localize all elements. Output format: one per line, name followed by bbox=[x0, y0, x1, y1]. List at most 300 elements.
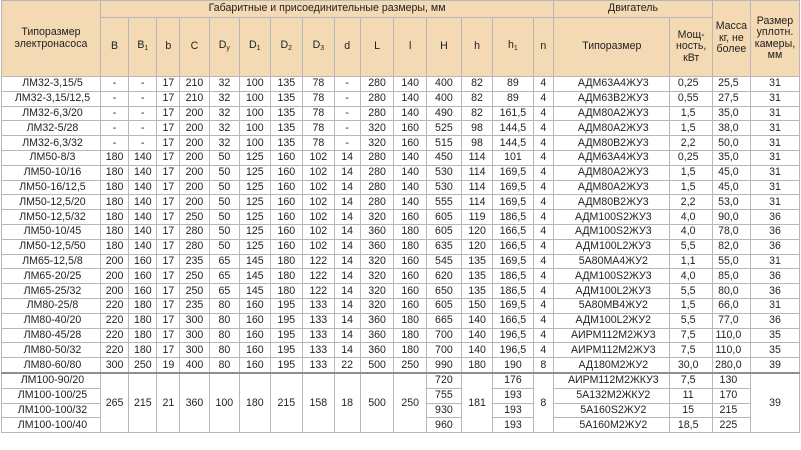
table-cell: 605 bbox=[427, 224, 462, 239]
table-cell: 110,0 bbox=[712, 343, 750, 358]
table-cell: 17 bbox=[157, 136, 180, 151]
table-header bbox=[2, 1, 800, 77]
table-cell: 30,0 bbox=[670, 358, 712, 373]
table-row bbox=[2, 284, 800, 299]
table-cell: 280 bbox=[360, 165, 394, 180]
table-cell: 169,5 bbox=[493, 195, 533, 210]
table-cell: 125 bbox=[240, 210, 270, 225]
table-cell: 0,55 bbox=[670, 91, 712, 106]
header-dim-h: h bbox=[461, 18, 493, 77]
table-cell: 135 bbox=[270, 121, 303, 136]
table-cell: 89 bbox=[493, 91, 533, 106]
table-cell: 17 bbox=[157, 298, 180, 313]
motor-type-cell: АДМ100L2ЖУ2 bbox=[554, 313, 670, 328]
table-cell: 180 bbox=[129, 313, 157, 328]
table-cell: 140 bbox=[129, 150, 157, 165]
table-cell: 4,0 bbox=[670, 269, 712, 284]
table-cell: 180 bbox=[461, 358, 493, 373]
pump-model-cell: ЛМ50-10/45 bbox=[2, 224, 101, 239]
table-cell: 360 bbox=[360, 328, 394, 343]
table-cell: 186,5 bbox=[493, 269, 533, 284]
table-cell: 53,0 bbox=[712, 195, 750, 210]
table-cell: 169,5 bbox=[493, 254, 533, 269]
table-cell: 135 bbox=[461, 269, 493, 284]
table-cell: 4 bbox=[533, 106, 554, 121]
shared-dim-cell: 215 bbox=[270, 373, 303, 433]
header-dim-D3: $D_3$ bbox=[303, 18, 335, 77]
table-cell: 280 bbox=[360, 77, 394, 92]
pump-model-cell: ЛМ100-100/40 bbox=[2, 418, 101, 433]
table-cell: 180 bbox=[129, 328, 157, 343]
table-cell: - bbox=[100, 106, 128, 121]
table-cell: 180 bbox=[129, 298, 157, 313]
table-cell: 160 bbox=[394, 284, 427, 299]
table-cell: - bbox=[334, 91, 360, 106]
table-cell: 235 bbox=[180, 254, 209, 269]
table-cell: - bbox=[129, 77, 157, 92]
table-cell: 31 bbox=[750, 91, 799, 106]
table-cell: 15 bbox=[670, 403, 712, 418]
table-cell: 35,0 bbox=[712, 106, 750, 121]
table-cell: 35,0 bbox=[712, 150, 750, 165]
table-cell: 14 bbox=[334, 269, 360, 284]
table-cell: 160 bbox=[394, 136, 427, 151]
table-cell: 200 bbox=[100, 284, 128, 299]
table-cell: 280 bbox=[360, 106, 394, 121]
motor-type-cell: АДМ80В2ЖУ3 bbox=[554, 195, 670, 210]
table-row bbox=[2, 195, 800, 210]
motor-type-cell: АДМ80А2ЖУ3 bbox=[554, 121, 670, 136]
table-cell: 125 bbox=[240, 150, 270, 165]
motor-type-cell: АДМ63А4ЖУ3 bbox=[554, 150, 670, 165]
table-cell: 166,5 bbox=[493, 239, 533, 254]
table-cell: 280 bbox=[360, 91, 394, 106]
table-cell: 140 bbox=[394, 195, 427, 210]
table-cell: 31 bbox=[750, 165, 799, 180]
table-cell: 166,5 bbox=[493, 313, 533, 328]
table-cell: - bbox=[129, 121, 157, 136]
table-cell: 195 bbox=[270, 328, 303, 343]
pump-model-cell: ЛМ80-60/80 bbox=[2, 358, 101, 373]
table-cell: 31 bbox=[750, 180, 799, 195]
table-cell: 4 bbox=[533, 284, 554, 299]
table-cell: 250 bbox=[394, 358, 427, 373]
table-cell: 1,5 bbox=[670, 106, 712, 121]
table-cell: 545 bbox=[427, 254, 462, 269]
table-cell: 4 bbox=[533, 343, 554, 358]
table-cell: 36 bbox=[750, 224, 799, 239]
pump-model-cell: ЛМ50-12,5/32 bbox=[2, 210, 101, 225]
pump-model-cell: ЛМ65-25/32 bbox=[2, 284, 101, 299]
table-cell: 135 bbox=[270, 136, 303, 151]
table-cell: 4,0 bbox=[670, 224, 712, 239]
table-cell: 14 bbox=[334, 239, 360, 254]
table-cell: 100 bbox=[240, 121, 270, 136]
shared-dim-cell: 18 bbox=[334, 373, 360, 433]
table-cell: 122 bbox=[303, 269, 335, 284]
table-cell: 114 bbox=[461, 180, 493, 195]
table-cell: 160 bbox=[270, 239, 303, 254]
table-row bbox=[2, 224, 800, 239]
table-cell: 100 bbox=[240, 136, 270, 151]
table-cell: 140 bbox=[394, 150, 427, 165]
table-cell: 665 bbox=[427, 313, 462, 328]
header-dim-H: H bbox=[427, 18, 462, 77]
shared-dim-cell: 180 bbox=[240, 373, 270, 433]
shared-dim-cell: 265 bbox=[100, 373, 128, 433]
pump-model-cell: ЛМ80-25/8 bbox=[2, 298, 101, 313]
table-cell: 36 bbox=[750, 210, 799, 225]
table-cell: 102 bbox=[303, 210, 335, 225]
header-dim-B1: $B_1$ bbox=[129, 18, 157, 77]
table-cell: 525 bbox=[427, 121, 462, 136]
table-cell: 27,5 bbox=[712, 91, 750, 106]
table-cell: 720 bbox=[427, 373, 462, 388]
table-cell: 400 bbox=[427, 91, 462, 106]
table-cell: 17 bbox=[157, 106, 180, 121]
table-cell: 755 bbox=[427, 388, 462, 403]
table-cell: 176 bbox=[493, 373, 533, 388]
table-cell: 17 bbox=[157, 224, 180, 239]
table-row bbox=[2, 150, 800, 165]
table-cell: 235 bbox=[180, 298, 209, 313]
table-cell: 135 bbox=[270, 91, 303, 106]
table-cell: 80 bbox=[209, 313, 239, 328]
table-cell: 200 bbox=[100, 254, 128, 269]
table-cell: 5,5 bbox=[670, 239, 712, 254]
shared-dim-cell: 500 bbox=[360, 373, 394, 433]
table-cell: 80 bbox=[209, 343, 239, 358]
table-cell: 14 bbox=[334, 210, 360, 225]
table-cell: 4 bbox=[533, 180, 554, 195]
table-cell: 360 bbox=[360, 343, 394, 358]
table-cell: 555 bbox=[427, 195, 462, 210]
table-cell: 160 bbox=[240, 298, 270, 313]
table-cell: 14 bbox=[334, 195, 360, 210]
table-cell: 225 bbox=[712, 418, 750, 433]
motor-type-cell: АДМ100L2ЖУ3 bbox=[554, 284, 670, 299]
table-cell: 145 bbox=[240, 269, 270, 284]
table-cell: 400 bbox=[180, 358, 209, 373]
table-cell: 180 bbox=[394, 343, 427, 358]
table-cell: 635 bbox=[427, 239, 462, 254]
header-motor-type: Типоразмер bbox=[554, 18, 670, 77]
table-cell: 195 bbox=[270, 358, 303, 373]
table-cell: 31 bbox=[750, 195, 799, 210]
table-cell: 650 bbox=[427, 284, 462, 299]
table-cell: 320 bbox=[360, 298, 394, 313]
table-cell: 1,1 bbox=[670, 254, 712, 269]
shared-dim-cell: 360 bbox=[180, 373, 209, 433]
table-cell: 160 bbox=[394, 121, 427, 136]
table-cell: - bbox=[129, 106, 157, 121]
table-cell: 80 bbox=[209, 328, 239, 343]
table-cell: 190 bbox=[493, 358, 533, 373]
table-cell: 960 bbox=[427, 418, 462, 433]
pump-model-cell: ЛМ80-45/28 bbox=[2, 328, 101, 343]
table-cell: 32 bbox=[209, 136, 239, 151]
table-cell: 133 bbox=[303, 343, 335, 358]
table-cell: 5,5 bbox=[670, 313, 712, 328]
table-cell: 180 bbox=[129, 343, 157, 358]
table-cell: 620 bbox=[427, 269, 462, 284]
motor-type-cell: 5А80МА4ЖУ2 bbox=[554, 254, 670, 269]
table-cell: 140 bbox=[461, 328, 493, 343]
table-cell: 150 bbox=[461, 298, 493, 313]
table-cell: 4 bbox=[533, 195, 554, 210]
table-cell: 17 bbox=[157, 284, 180, 299]
motor-type-cell: АДМ100S2ЖУ3 bbox=[554, 210, 670, 225]
table-cell: 4 bbox=[533, 121, 554, 136]
motor-type-cell: 5А160S2ЖУ2 bbox=[554, 403, 670, 418]
table-cell: - bbox=[334, 121, 360, 136]
table-cell: 31 bbox=[750, 121, 799, 136]
table-cell: 50 bbox=[209, 224, 239, 239]
table-cell: 210 bbox=[180, 91, 209, 106]
table-cell: - bbox=[100, 91, 128, 106]
table-cell: 36 bbox=[750, 269, 799, 284]
table-cell: 102 bbox=[303, 165, 335, 180]
table-cell: 18,5 bbox=[670, 418, 712, 433]
table-cell: 101 bbox=[493, 150, 533, 165]
table-cell: 77,0 bbox=[712, 313, 750, 328]
table-cell: 605 bbox=[427, 210, 462, 225]
table-cell: 50 bbox=[209, 165, 239, 180]
header-dim-d: d bbox=[334, 18, 360, 77]
pump-model-cell: ЛМ32-6,3/20 bbox=[2, 106, 101, 121]
table-cell: 200 bbox=[180, 180, 209, 195]
table-cell: 4,0 bbox=[670, 210, 712, 225]
table-cell: 130 bbox=[712, 373, 750, 388]
table-cell: 200 bbox=[180, 165, 209, 180]
table-cell: 125 bbox=[240, 180, 270, 195]
shared-dim-cell: 100 bbox=[209, 373, 239, 433]
table-row bbox=[2, 298, 800, 313]
table-cell: 160 bbox=[129, 269, 157, 284]
table-cell: 4 bbox=[533, 298, 554, 313]
table-cell: 14 bbox=[334, 180, 360, 195]
table-cell: 135 bbox=[461, 284, 493, 299]
table-cell: 78 bbox=[303, 121, 335, 136]
table-cell: 45,0 bbox=[712, 180, 750, 195]
table-cell: 114 bbox=[461, 150, 493, 165]
table-cell: 180 bbox=[270, 284, 303, 299]
table-cell: 320 bbox=[360, 210, 394, 225]
table-cell: 360 bbox=[360, 224, 394, 239]
table-cell: 400 bbox=[427, 77, 462, 92]
table-cell: 89 bbox=[493, 77, 533, 92]
table-row bbox=[2, 210, 800, 225]
table-cell: 65 bbox=[209, 269, 239, 284]
table-cell: 180 bbox=[100, 180, 128, 195]
table-row bbox=[2, 136, 800, 151]
pump-model-cell: ЛМ65-20/25 bbox=[2, 269, 101, 284]
table-cell: 170 bbox=[712, 388, 750, 403]
table-cell: 180 bbox=[394, 239, 427, 254]
table-cell: 32 bbox=[209, 106, 239, 121]
table-cell: 160 bbox=[129, 254, 157, 269]
table-cell: 180 bbox=[100, 224, 128, 239]
table-cell: 14 bbox=[334, 328, 360, 343]
pump-model-cell: ЛМ100-90/20 bbox=[2, 373, 101, 388]
table-cell: 186,5 bbox=[493, 210, 533, 225]
table-cell: 125 bbox=[240, 195, 270, 210]
table-cell: 4 bbox=[533, 313, 554, 328]
table-cell: 1,5 bbox=[670, 121, 712, 136]
table-cell: 930 bbox=[427, 403, 462, 418]
pump-model-cell: ЛМ50-12,5/20 bbox=[2, 195, 101, 210]
table-row bbox=[2, 106, 800, 121]
table-cell: 14 bbox=[334, 254, 360, 269]
motor-type-cell: АДМ80А2ЖУ3 bbox=[554, 165, 670, 180]
table-cell: 140 bbox=[461, 313, 493, 328]
motor-type-cell: АДМ100S2ЖУ3 bbox=[554, 269, 670, 284]
table-cell: 82 bbox=[461, 106, 493, 121]
table-cell: 102 bbox=[303, 150, 335, 165]
table-cell: 186,5 bbox=[493, 284, 533, 299]
table-cell: 320 bbox=[360, 136, 394, 151]
table-cell: 320 bbox=[360, 121, 394, 136]
table-cell: 4 bbox=[533, 136, 554, 151]
pump-model-cell: ЛМ100-100/32 bbox=[2, 403, 101, 418]
table-cell: 82 bbox=[461, 91, 493, 106]
table-cell: 122 bbox=[303, 284, 335, 299]
table-cell: - bbox=[334, 77, 360, 92]
table-cell: 80 bbox=[209, 298, 239, 313]
header-seal-size: Размер уплотн. камеры, мм bbox=[750, 1, 799, 77]
table-cell: 125 bbox=[240, 165, 270, 180]
table-cell: 110,0 bbox=[712, 328, 750, 343]
table-cell: 180 bbox=[394, 313, 427, 328]
table-cell: 17 bbox=[157, 328, 180, 343]
header-motor-group: Двигатель bbox=[554, 1, 713, 18]
table-cell: 196,5 bbox=[493, 343, 533, 358]
table-cell: 166,5 bbox=[493, 224, 533, 239]
table-cell: 38,0 bbox=[712, 121, 750, 136]
table-cell: 160 bbox=[394, 269, 427, 284]
table-cell: 140 bbox=[461, 343, 493, 358]
table-row bbox=[2, 269, 800, 284]
table-cell: 160 bbox=[270, 195, 303, 210]
table-cell: 80 bbox=[209, 358, 239, 373]
table-cell: 17 bbox=[157, 195, 180, 210]
pump-model-cell: ЛМ50-10/16 bbox=[2, 165, 101, 180]
table-cell: 133 bbox=[303, 358, 335, 373]
table-cell: 193 bbox=[493, 388, 533, 403]
table-cell: 160 bbox=[270, 150, 303, 165]
table-cell: 102 bbox=[303, 224, 335, 239]
table-cell: 17 bbox=[157, 91, 180, 106]
shared-dim-cell: 215 bbox=[129, 373, 157, 433]
table-cell: 200 bbox=[180, 136, 209, 151]
table-cell: 195 bbox=[270, 313, 303, 328]
table-cell: 32 bbox=[209, 121, 239, 136]
table-cell: 193 bbox=[493, 403, 533, 418]
table-cell: - bbox=[129, 136, 157, 151]
table-cell: 31 bbox=[750, 136, 799, 151]
table-cell: 140 bbox=[129, 165, 157, 180]
table-row bbox=[2, 313, 800, 328]
table-cell: 4 bbox=[533, 328, 554, 343]
motor-type-cell: АДМ80В2ЖУ3 bbox=[554, 136, 670, 151]
pump-model-cell: ЛМ32-5/28 bbox=[2, 121, 101, 136]
table-row bbox=[2, 373, 800, 388]
table-cell: 140 bbox=[394, 165, 427, 180]
table-cell: 135 bbox=[270, 106, 303, 121]
table-cell: - bbox=[334, 136, 360, 151]
table-cell: 102 bbox=[303, 180, 335, 195]
table-cell: 78 bbox=[303, 136, 335, 151]
table-cell: 78 bbox=[303, 106, 335, 121]
table-cell: 14 bbox=[334, 343, 360, 358]
table-cell: 14 bbox=[334, 150, 360, 165]
table-cell: - bbox=[129, 91, 157, 106]
table-cell: 17 bbox=[157, 269, 180, 284]
table-cell: 160 bbox=[240, 328, 270, 343]
table-row bbox=[2, 239, 800, 254]
header-dim-D1: $D_1$ bbox=[240, 18, 270, 77]
pump-model-cell: ЛМ32-3,15/12,5 bbox=[2, 91, 101, 106]
header-dim-l: l bbox=[394, 18, 427, 77]
table-cell: 4 bbox=[533, 254, 554, 269]
table-cell: 140 bbox=[129, 180, 157, 195]
table-cell: 180 bbox=[394, 224, 427, 239]
table-cell: 32 bbox=[209, 91, 239, 106]
table-row bbox=[2, 254, 800, 269]
table-cell: 160 bbox=[394, 210, 427, 225]
table-cell: 45,0 bbox=[712, 165, 750, 180]
table-cell: 100 bbox=[240, 77, 270, 92]
table-cell: 140 bbox=[394, 77, 427, 92]
header-dimensions-group: Габаритные и присоединительные размеры, мм bbox=[100, 1, 553, 18]
table-cell: 169,5 bbox=[493, 180, 533, 195]
pump-model-cell: ЛМ80-40/20 bbox=[2, 313, 101, 328]
table-cell: 0,25 bbox=[670, 77, 712, 92]
table-cell: 114 bbox=[461, 195, 493, 210]
table-cell: 180 bbox=[100, 165, 128, 180]
table-cell: 114 bbox=[461, 165, 493, 180]
table-cell: 530 bbox=[427, 180, 462, 195]
table-cell: 14 bbox=[334, 165, 360, 180]
header-dim-Dy: $D_y$ bbox=[209, 18, 239, 77]
table-cell: 320 bbox=[360, 254, 394, 269]
table-cell: 25,5 bbox=[712, 77, 750, 92]
table-cell: 180 bbox=[100, 210, 128, 225]
table-cell: 200 bbox=[180, 106, 209, 121]
motor-type-cell: АИРМ112М2ЖУ3 bbox=[554, 328, 670, 343]
motor-type-cell: АДМ100S2ЖУ3 bbox=[554, 224, 670, 239]
pump-model-cell: ЛМ32-3,15/5 bbox=[2, 77, 101, 92]
table-cell: 700 bbox=[427, 343, 462, 358]
header-dim-h1: $h_1$ bbox=[493, 18, 533, 77]
motor-type-cell: 5А160М2ЖУ2 bbox=[554, 418, 670, 433]
table-cell: 78,0 bbox=[712, 224, 750, 239]
table-cell: 4 bbox=[533, 239, 554, 254]
motor-type-cell: 5А132М2ЖКУ2 bbox=[554, 388, 670, 403]
table-cell: 530 bbox=[427, 165, 462, 180]
table-cell: 98 bbox=[461, 136, 493, 151]
table-cell: 215 bbox=[712, 403, 750, 418]
table-cell: 82 bbox=[461, 77, 493, 92]
table-cell: 31 bbox=[750, 106, 799, 121]
table-cell: 31 bbox=[750, 298, 799, 313]
table-cell: 31 bbox=[750, 150, 799, 165]
table-cell: 19 bbox=[157, 358, 180, 373]
table-cell: 200 bbox=[180, 121, 209, 136]
table-cell: 14 bbox=[334, 313, 360, 328]
table-cell: 300 bbox=[180, 313, 209, 328]
table-cell: 300 bbox=[180, 343, 209, 358]
